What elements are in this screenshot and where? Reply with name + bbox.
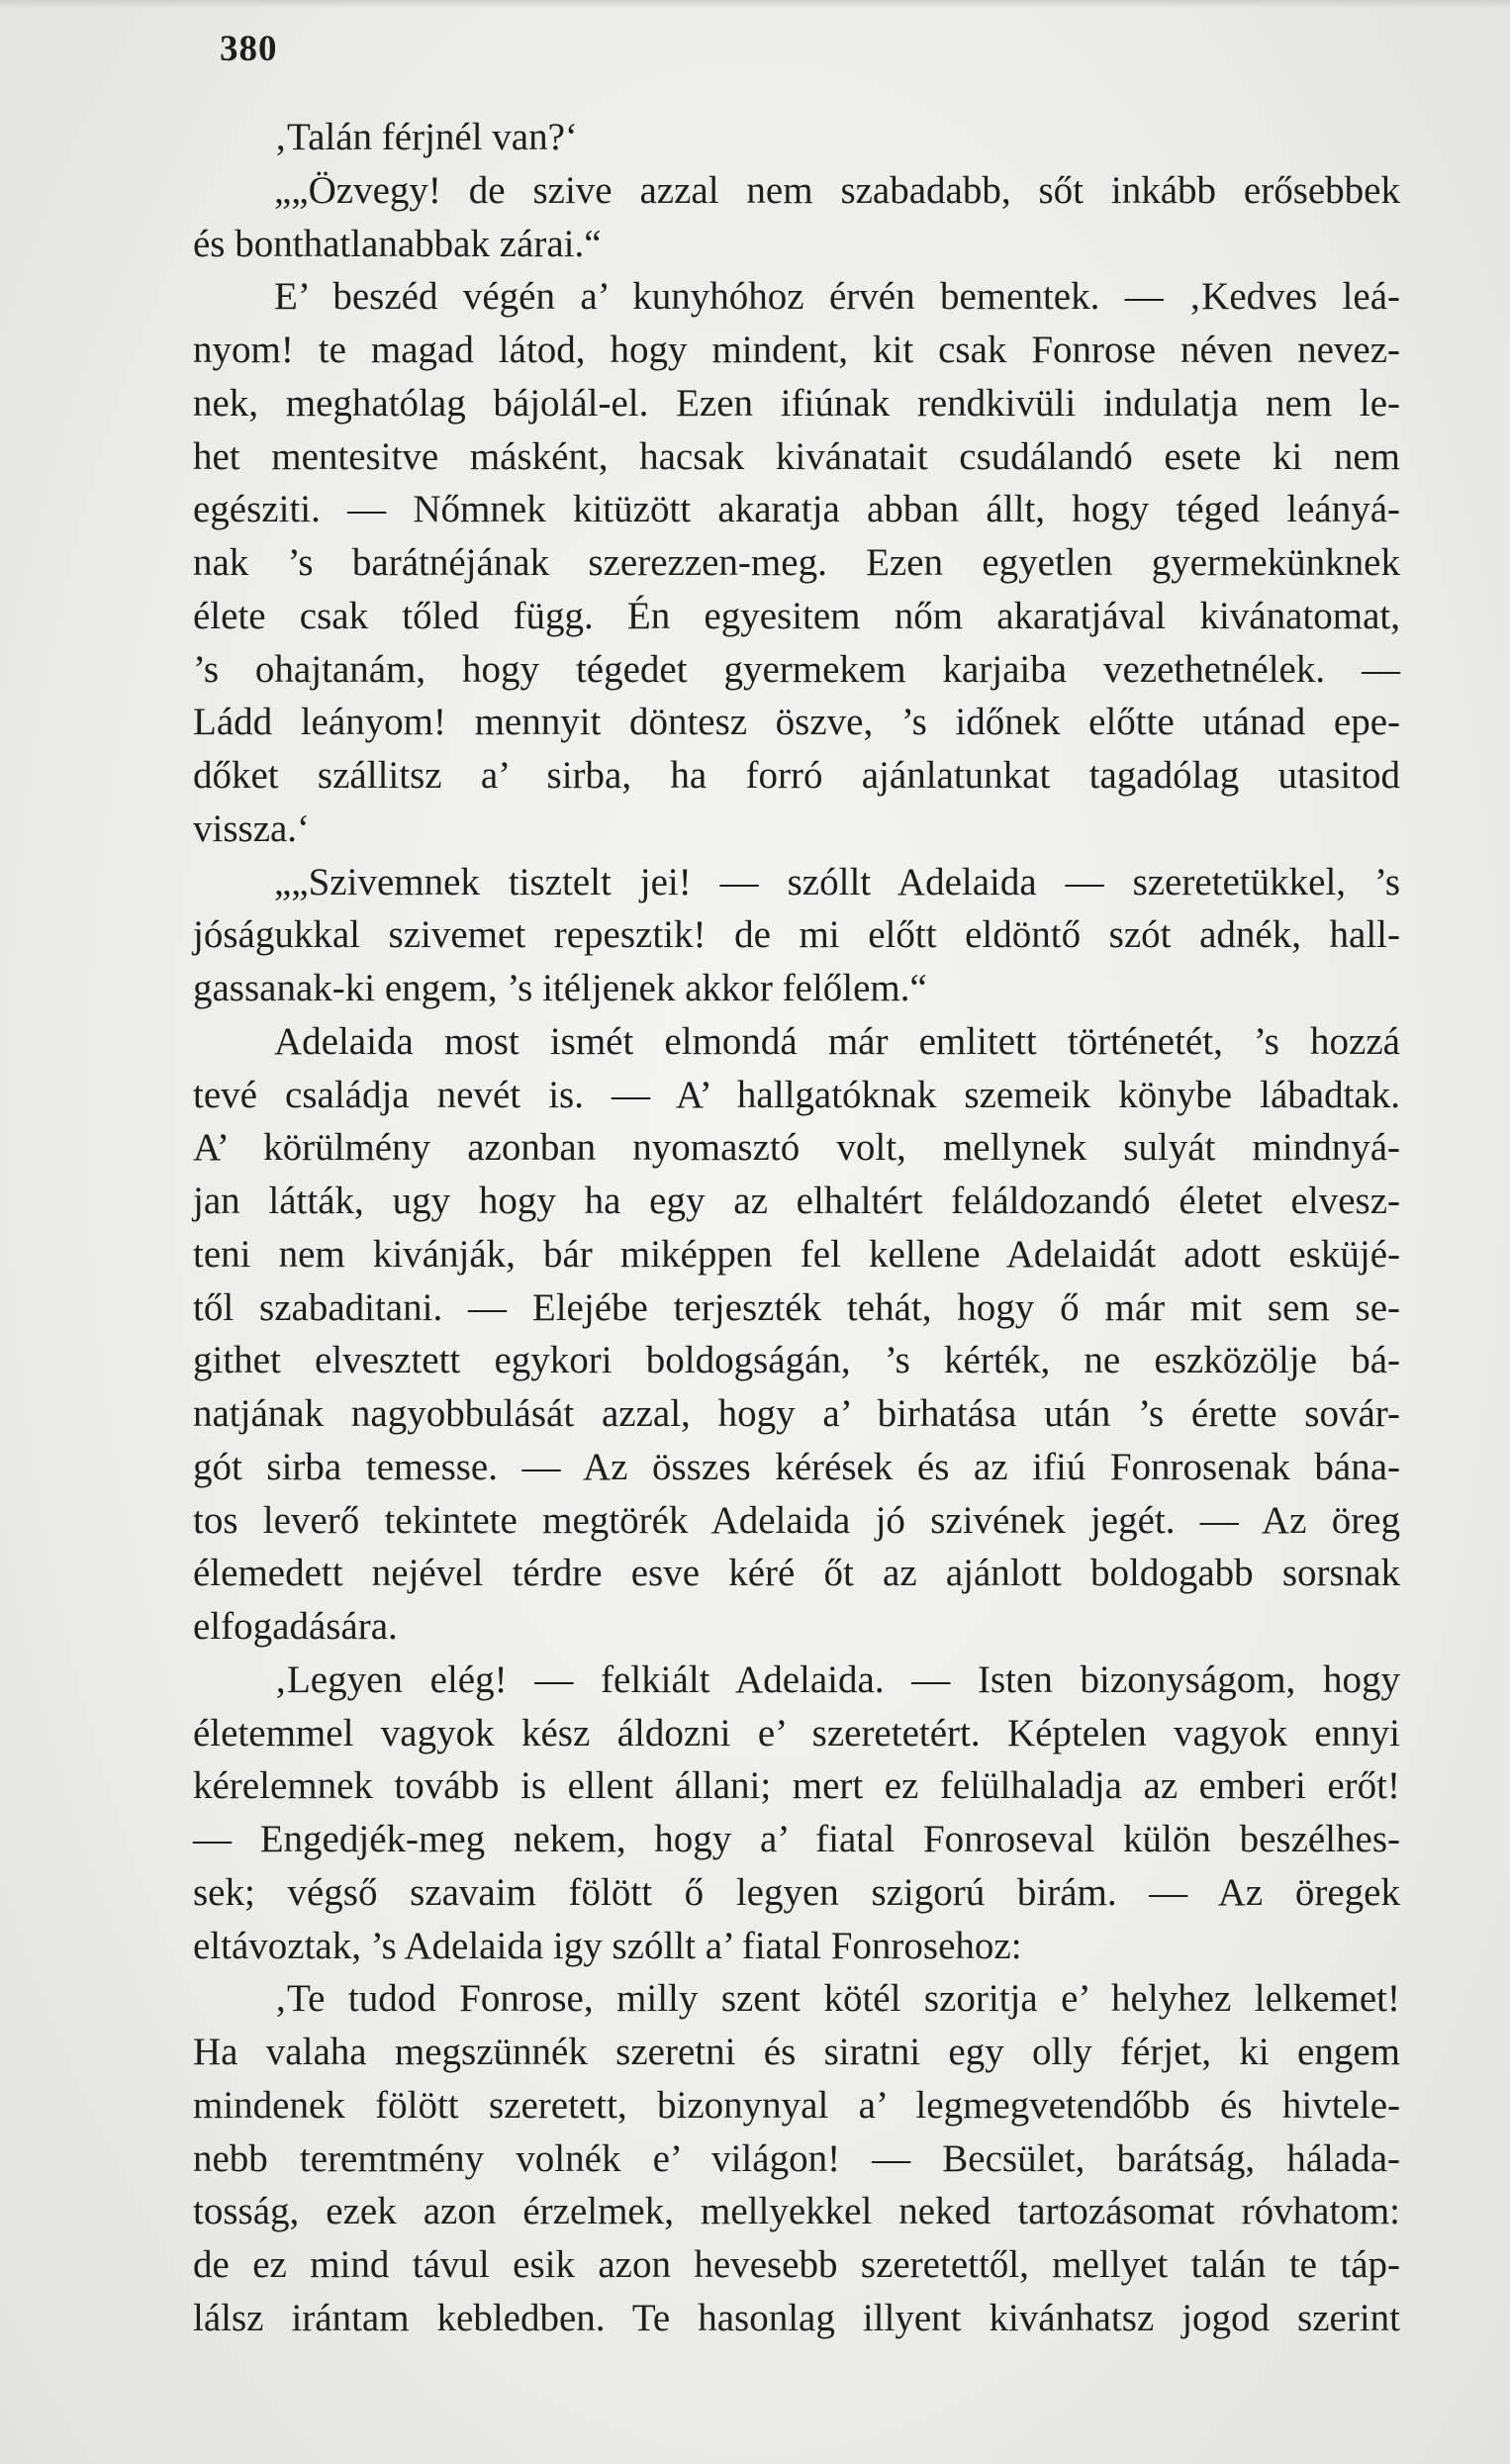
text-line: jan látták, ugy hogy ha egy az elhaltért feláldozandó életet elvesz- bbox=[193, 1180, 1400, 1222]
text-line: — Engedjék-meg nekem, hogy a’ fiatal Fonroseval külön beszélhes- bbox=[193, 1818, 1400, 1860]
text-line: natjának nagyobbulását azzal, hogy a’ birhatása után ’s érette sovár- bbox=[193, 1392, 1400, 1435]
text-line: Ha valaha megszünnék szeretni és siratni egy olly férjet, ki engem bbox=[193, 2031, 1400, 2073]
text-line: githet elvesztett egykori boldogságán, ’s kérték, ne eszközölje bá- bbox=[193, 1339, 1400, 1382]
text-line: ‚Legyen elég! — felkiált Adelaida. — Isten bizonyságom, hogy bbox=[274, 1658, 1400, 1701]
text-line: életemmel vagyok kész áldozni e’ szeretetért. Képtelen vagyok ennyi bbox=[193, 1711, 1400, 1754]
text-line: gót sirba temesse. — Az összes kérések és az ifiú Fonrosenak bána- bbox=[193, 1445, 1400, 1488]
text-line: nek, meghatólag bájolál-el. Ezen ifiúnak rendkivüli indulatja nem le- bbox=[193, 381, 1400, 425]
text-line: sek; végső szavaim fölött ő legyen szigorú birám. — Az öregek bbox=[193, 1870, 1400, 1914]
text-line: nak ’s barátnéjának szerezzen-meg. Ezen egyetlen gyermekünknek bbox=[193, 541, 1400, 584]
text-line: kérelemnek tovább is ellent állani; mert ez felülhaladja az emberi erőt! bbox=[193, 1764, 1400, 1808]
text-line: vissza.‘ bbox=[193, 806, 311, 850]
text-line: től szabaditani. — Elejébe terjeszték tehát, hogy ő már mit sem se- bbox=[193, 1285, 1400, 1329]
text-line: Adelaida most ismét elmondá már emlitett történetét, ’s hozzá bbox=[274, 1019, 1400, 1063]
text-line: tos leverő tekintete megtörék Adelaida jó szivének jegét. — Az öreg bbox=[193, 1498, 1400, 1542]
text-line: de ez mind távul esik azon hevesebb szeretettől, mellyet talán te táp- bbox=[193, 2243, 1400, 2286]
page-number: 380 bbox=[220, 29, 278, 69]
text-line: het mentesitve másként, hacsak kivánatait csudálandó esete ki nem bbox=[193, 434, 1400, 478]
text-line: mindenek fölött szeretett, bizonynyal a’ legmegvetendőbb és hivtele- bbox=[193, 2083, 1400, 2127]
text-line: dőket szállitsz a’ sirba, ha forró ajánlatunkat tagadólag utasitod bbox=[193, 754, 1400, 797]
text-line: „„Özvegy! de szive azzal nem szabadabb, sőt inkább erősebbek bbox=[274, 168, 1400, 212]
text-line: ‚Talán férjnél van?‘ bbox=[274, 116, 578, 158]
text-line: Ládd leányom! mennyit döntesz öszve, ’s időnek előtte utánad epe- bbox=[193, 701, 1400, 744]
text-line: lálsz irántam kebledben. Te hasonlag illyent kivánhatsz jogod szerint bbox=[193, 2296, 1400, 2339]
text-line: ’s ohajtanám, hogy tégedet gyermekem karjaiba vezethetnélek. — bbox=[193, 647, 1400, 691]
text-line: ‚Te tudod Fonrose, milly szent kötél szoritja e’ helyhez lelkemet! bbox=[274, 1977, 1400, 2021]
text-line: elfogadására. bbox=[193, 1605, 398, 1648]
text-line: eltávoztak, ’s Adelaida igy szóllt a’ fiatal Fonrosehoz: bbox=[193, 1924, 1022, 1967]
body-text bbox=[193, 111, 1400, 2345]
text-line: E’ beszéd végén a’ kunyhóhoz érvén bementek. — ‚Kedves leá- bbox=[274, 275, 1400, 319]
text-line: élete csak tőled függ. Én egyesitem nőm akaratjával kivánatomat, bbox=[193, 594, 1400, 637]
text-line: és bonthatlanabbak zárai.“ bbox=[193, 222, 602, 265]
text-line: élemedett nejével térdre esve kéré őt az ajánlott boldogabb sorsnak bbox=[193, 1552, 1400, 1595]
page-top-edge bbox=[0, 0, 1510, 8]
text-line: gassanak-ki engem, ’s itéljenek akkor felőlem.“ bbox=[193, 967, 927, 1009]
text-line: tosság, ezek azon érzelmek, mellyekkel neked tartozásomat róvhatom: bbox=[193, 2190, 1400, 2233]
text-line: jóságukkal szivemet repesztik! de mi előtt eldöntő szót adnék, hall- bbox=[193, 913, 1400, 957]
text-line: teni nem kivánják, bár miképpen fel kellene Adelaidát adott esküjé- bbox=[193, 1232, 1400, 1276]
text-line: nyom! te magad látod, hogy mindent, kit csak Fonrose néven nevez- bbox=[193, 329, 1400, 371]
text-line: A’ körülmény azonban nyomasztó volt, mellynek sulyát mindnyá- bbox=[193, 1126, 1400, 1170]
text-line: „„Szivemnek tisztelt jei! — szóllt Adelaida — szeretetükkel, ’s bbox=[274, 860, 1400, 903]
text-line: egésziti. — Nőmnek kitüzött akaratja abban állt, hogy téged leányá- bbox=[193, 488, 1400, 531]
text-line: nebb teremtmény volnék e’ világon! — Becsület, barátság, hálada- bbox=[193, 2136, 1400, 2180]
text-line: tevé családja nevét is. — A’ hallgatóknak szemeik könybe lábadtak. bbox=[193, 1073, 1400, 1116]
